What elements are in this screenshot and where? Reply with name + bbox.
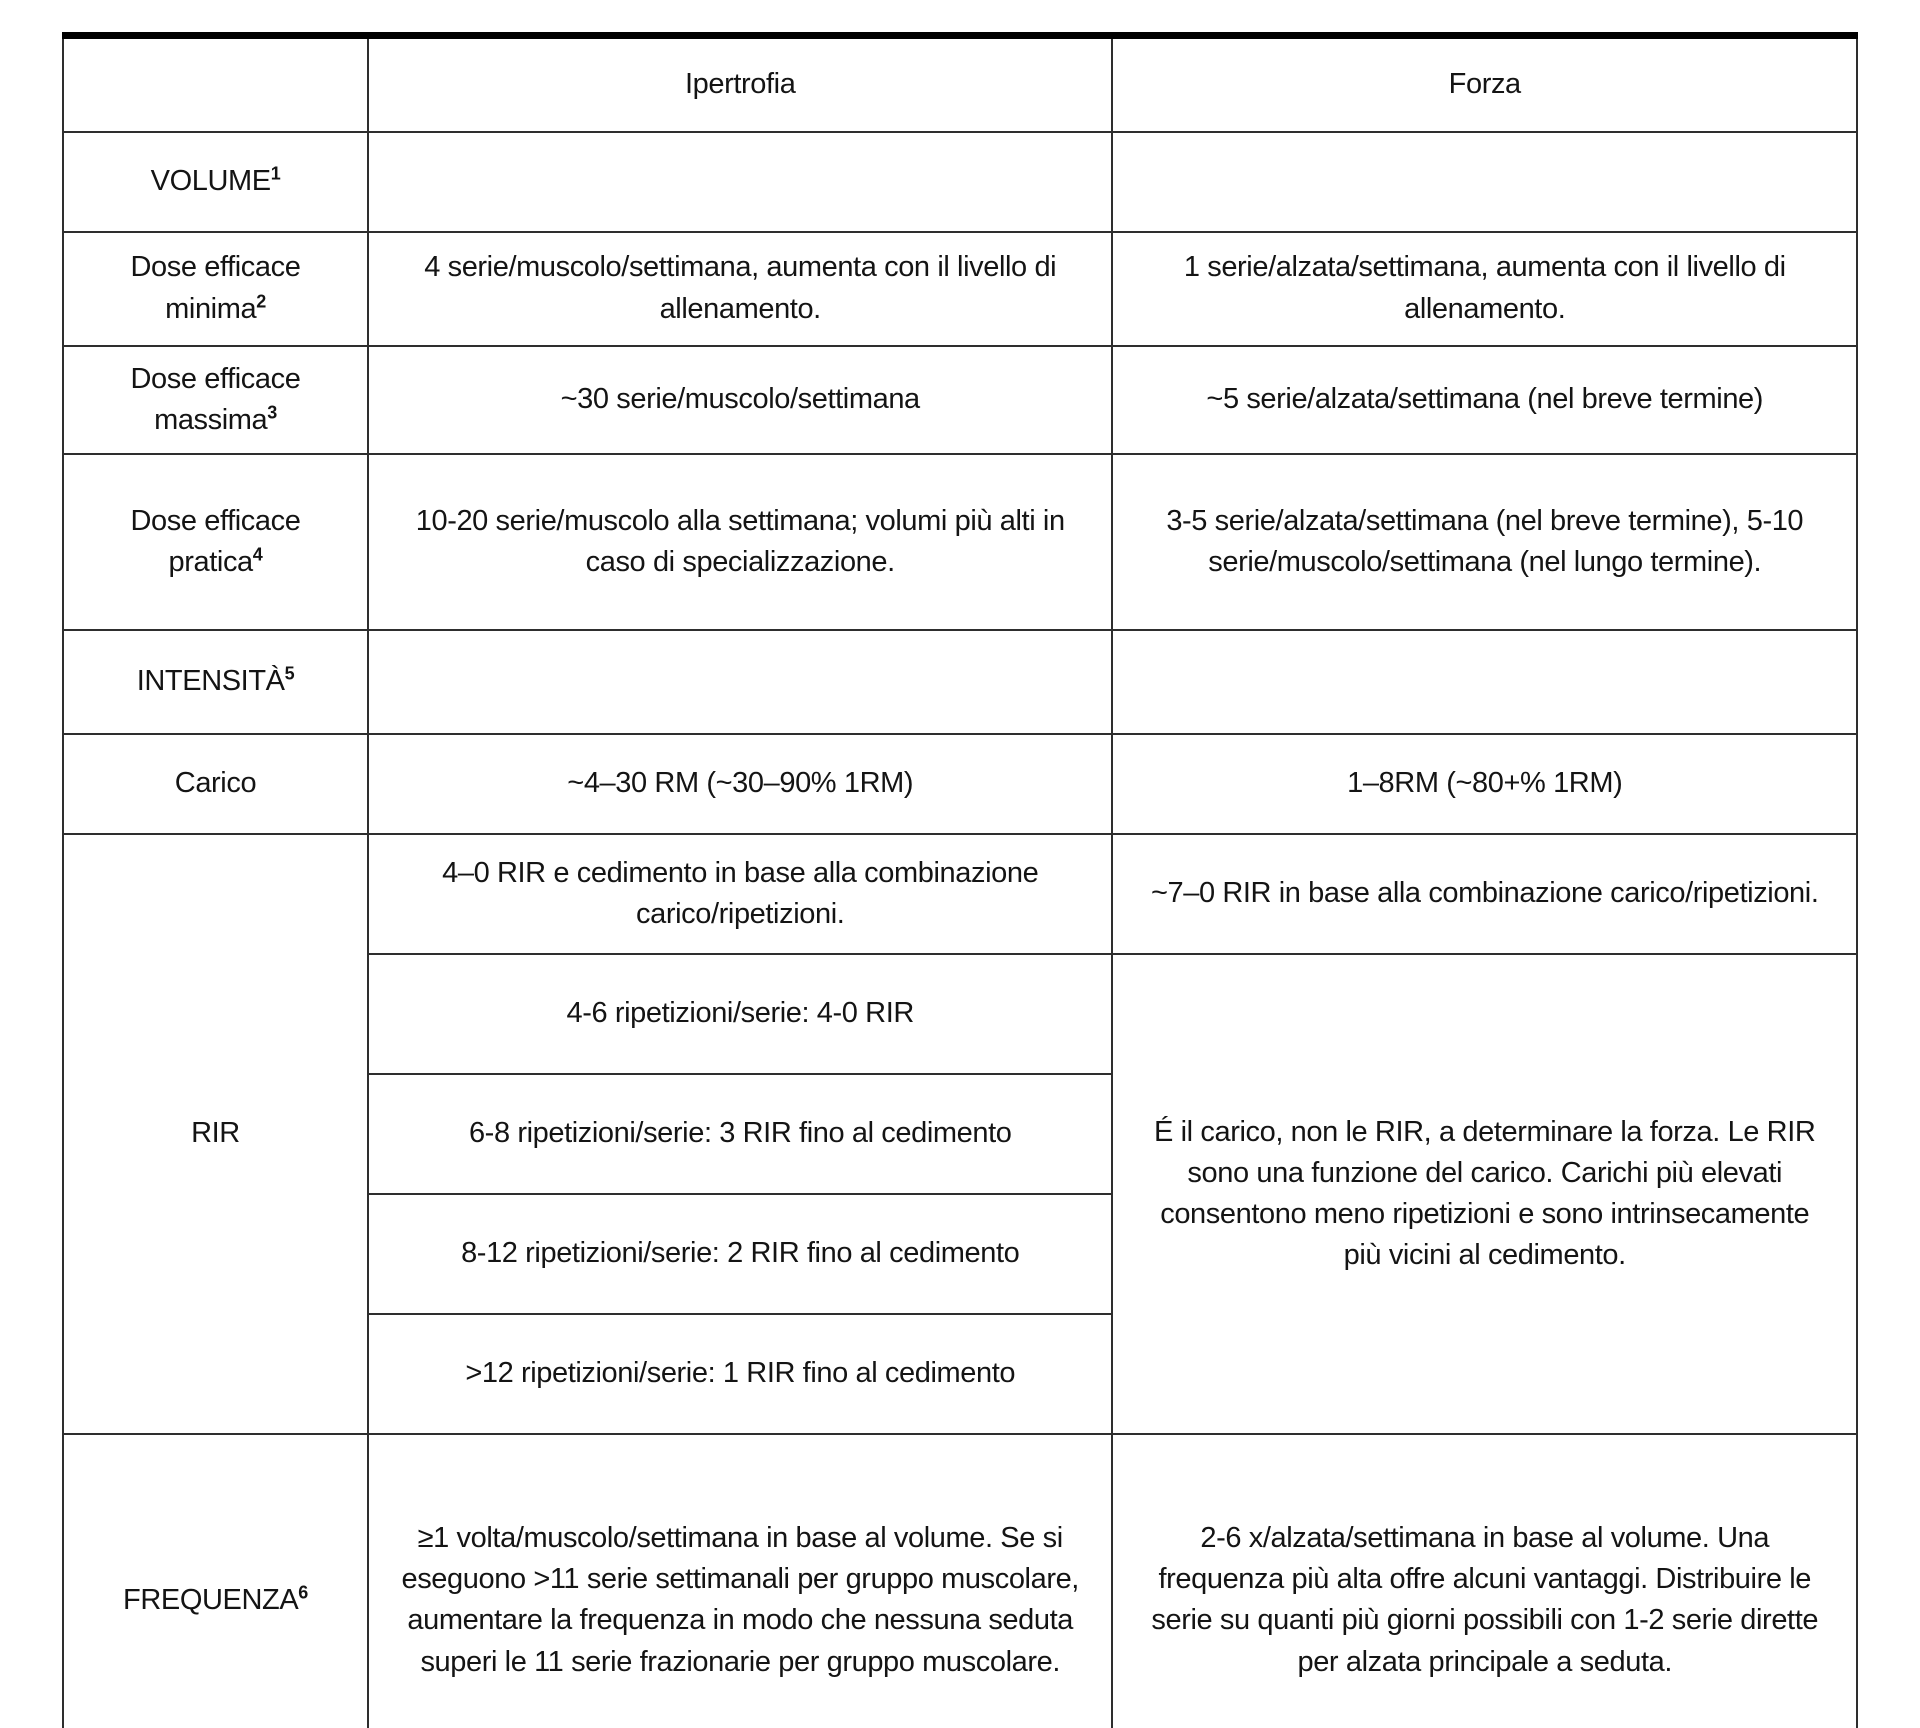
row-label-frequenza	[63, 1434, 368, 1728]
cell-rir-forza-note: É il carico, non le RIR, a determinare la forza. Le RIR sono una funzione del carico. Carichi più elevati consentono meno ripetizioni e sono intrinsecamente più vicini al cedimento.	[1112, 954, 1857, 1434]
row-label-dose-minima-text: Dose efficace minima	[130, 251, 301, 325]
row-label-intensita	[63, 630, 368, 734]
cell-intensita-ipertrofia	[368, 630, 1113, 734]
row-label-volume	[63, 132, 368, 232]
cell-rir-5-ipertrofia: >12 ripetizioni/serie: 1 RIR fino al cedimento	[368, 1314, 1113, 1434]
row-label-rir: RIR	[63, 834, 368, 1434]
row-label-frequenza-text: FREQUENZA	[123, 1583, 299, 1616]
row-label-volume-text: VOLUME	[150, 164, 271, 197]
header-row	[63, 36, 1857, 132]
cell-pratica-ipertrofia: 10-20 serie/muscolo alla settimana; volumi più alti in caso di specializzazione.	[368, 454, 1113, 630]
footnote-marker-2: 2	[256, 290, 266, 311]
row-label-dose-pratica	[63, 454, 368, 630]
cell-pratica-forza: 3-5 serie/alzata/settimana (nel breve termine), 5-10 serie/muscolo/settimana (nel lungo termine).	[1112, 454, 1857, 630]
footnote-marker-3: 3	[267, 402, 277, 423]
row-frequenza	[63, 1434, 1857, 1728]
training-parameters-table	[62, 32, 1858, 1728]
header-cell-forza: Forza	[1112, 36, 1857, 132]
row-intensita	[63, 630, 1857, 734]
cell-rir-3-ipertrofia: 6-8 ripetizioni/serie: 3 RIR fino al cedimento	[368, 1074, 1113, 1194]
row-label-intensita-text: INTENSITÀ	[136, 665, 285, 698]
header-cell-empty	[63, 36, 368, 132]
cell-rir-1-ipertrofia: 4–0 RIR e cedimento in base alla combinazione carico/ripetizioni.	[368, 834, 1113, 954]
cell-frequenza-ipertrofia: ≥1 volta/muscolo/settimana in base al volume. Se si eseguono >11 serie settimanali per gruppo muscolare, aumentare la frequenza in modo che nessuna seduta superi le 11 serie frazionarie per gruppo muscolare.	[368, 1434, 1113, 1728]
cell-carico-forza: 1–8RM (~80+% 1RM)	[1112, 734, 1857, 834]
cell-massima-ipertrofia: ~30 serie/muscolo/settimana	[368, 346, 1113, 454]
row-label-dose-massima-text: Dose efficace massima	[130, 362, 301, 436]
row-rir-1	[63, 834, 1857, 954]
row-label-carico: Carico	[63, 734, 368, 834]
cell-minima-ipertrofia: 4 serie/muscolo/settimana, aumenta con il livello di allenamento.	[368, 232, 1113, 346]
cell-frequenza-forza: 2-6 x/alzata/settimana in base al volume. Una frequenza più alta offre alcuni vantaggi. Distribuire le serie su quanti più giorni possibili con 1-2 serie dirette per alzata principale a seduta.	[1112, 1434, 1857, 1728]
footnote-marker-5: 5	[284, 663, 295, 684]
cell-volume-forza	[1112, 132, 1857, 232]
row-dose-minima	[63, 232, 1857, 346]
row-volume	[63, 132, 1857, 232]
row-dose-massima	[63, 346, 1857, 454]
row-label-dose-massima	[63, 346, 368, 454]
footnote-marker-4: 4	[252, 544, 263, 565]
row-carico	[63, 734, 1857, 834]
cell-rir-4-ipertrofia: 8-12 ripetizioni/serie: 2 RIR fino al cedimento	[368, 1194, 1113, 1314]
cell-intensita-forza	[1112, 630, 1857, 734]
cell-massima-forza: ~5 serie/alzata/settimana (nel breve termine)	[1112, 346, 1857, 454]
row-dose-pratica	[63, 454, 1857, 630]
footnote-marker-1: 1	[270, 163, 281, 184]
row-label-dose-pratica-text: Dose efficace pratica	[130, 504, 301, 578]
cell-minima-forza: 1 serie/alzata/settimana, aumenta con il livello di allenamento.	[1112, 232, 1857, 346]
footnote-marker-6: 6	[298, 1582, 308, 1603]
row-label-dose-minima	[63, 232, 368, 346]
cell-rir-1-forza: ~7–0 RIR in base alla combinazione carico/ripetizioni.	[1112, 834, 1857, 954]
cell-carico-ipertrofia: ~4–30 RM (~30–90% 1RM)	[368, 734, 1113, 834]
cell-rir-2-ipertrofia: 4-6 ripetizioni/serie: 4-0 RIR	[368, 954, 1113, 1074]
header-cell-ipertrofia: Ipertrofia	[368, 36, 1113, 132]
cell-volume-ipertrofia	[368, 132, 1113, 232]
